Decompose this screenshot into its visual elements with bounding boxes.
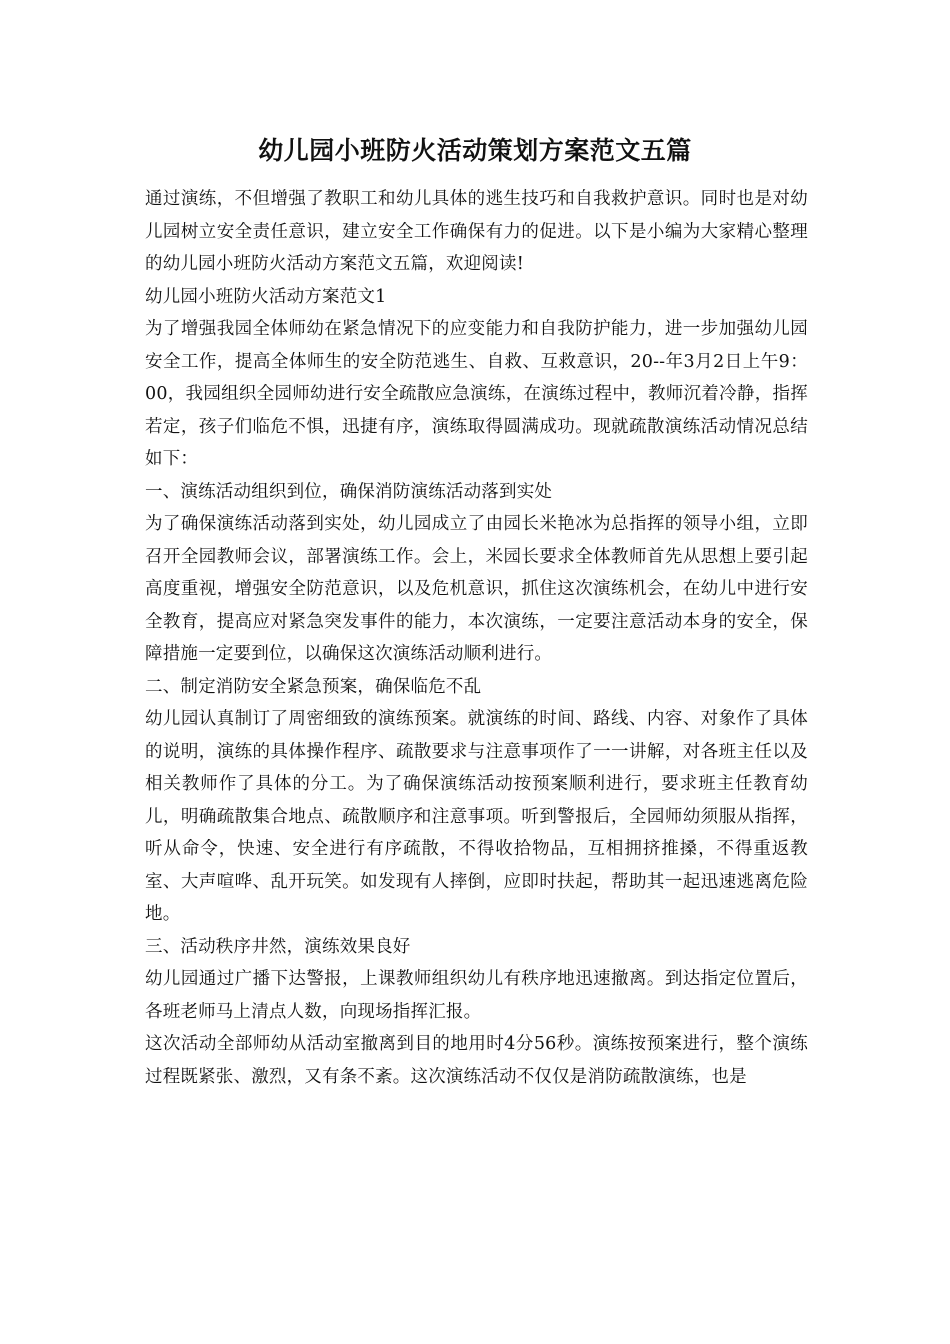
document-body <box>145 183 808 1093</box>
subheading-1: 一、演练活动组织到位，确保消防演练活动落到实处 <box>145 481 553 502</box>
subheading-3: 三、活动秩序井然，演练效果良好 <box>145 936 411 957</box>
body-paragraph: 这次活动全部师幼从活动室撤离到目的地用时4分56秒。演练按预案进行，整个演练过程既紧张、激烈，又有条不紊。这次演练活动不仅仅是消防疏散演练，也是 <box>145 1034 808 1087</box>
document-title: 幼儿园小班防火活动策划方案范文五篇 <box>258 136 692 165</box>
intro-paragraph: 通过演练，不但增强了教职工和幼儿具体的逃生技巧和自我救护意识。同时也是对幼儿园树立安全责任意识，建立安全工作确保有力的促进。以下是小编为大家精心整理的幼儿园小班防火活动方案范文五篇，欢迎阅读! <box>145 189 808 274</box>
body-paragraph: 幼儿园认真制订了周密细致的演练预案。就演练的时间、路线、内容、对象作了具体的说明，演练的具体操作程序、疏散要求与注意事项作了一一讲解，对各班主任以及相关教师作了具体的分工。为了确保演练活动按预案顺利进行，要求班主任教育幼儿，明确疏散集合地点、疏散顺序和注意事项。听到警报后，全园师幼须服从指挥，听从命令，快速、安全进行有序疏散，不得收拾物品，互相拥挤推搡，不得重返教室、大声喧哗、乱开玩笑。如发现有人摔倒，应即时扶起，帮助其一起迅速逃离危险地。 <box>145 709 808 924</box>
body-paragraph: 幼儿园通过广播下达警报，上课教师组织幼儿有秩序地迅速撤离。到达指定位置后，各班老师马上清点人数，向现场指挥汇报。 <box>145 969 808 1022</box>
body-paragraph: 为了增强我园全体师幼在紧急情况下的应变能力和自我防护能力，进一步加强幼儿园安全工作，提高全体师生的安全防范逃生、自救、互救意识，20--年3月2日上午9：00，我园组织全园师幼进行安全疏散应急演练，在演练过程中，教师沉着冷静，指挥若定，孩子们临危不惧，迅捷有序，演练取得圆满成功。现就疏散演练活动情况总结如下： <box>145 319 808 469</box>
section-heading-sample-1: 幼儿园小班防火活动方案范文1 <box>145 286 387 307</box>
subheading-2: 二、制定消防安全紧急预案，确保临危不乱 <box>145 676 482 697</box>
body-paragraph: 为了确保演练活动落到实处，幼儿园成立了由园长米艳冰为总指挥的领导小组，立即召开全园教师会议，部署演练工作。会上，米园长要求全体教师首先从思想上要引起高度重视，增强安全防范意识，以及危机意识，抓住这次演练机会，在幼儿中进行安全教育，提高应对紧急突发事件的能力，本次演练，一定要注意活动本身的安全，保障措施一定要到位，以确保这次演练活动顺利进行。 <box>145 514 808 664</box>
